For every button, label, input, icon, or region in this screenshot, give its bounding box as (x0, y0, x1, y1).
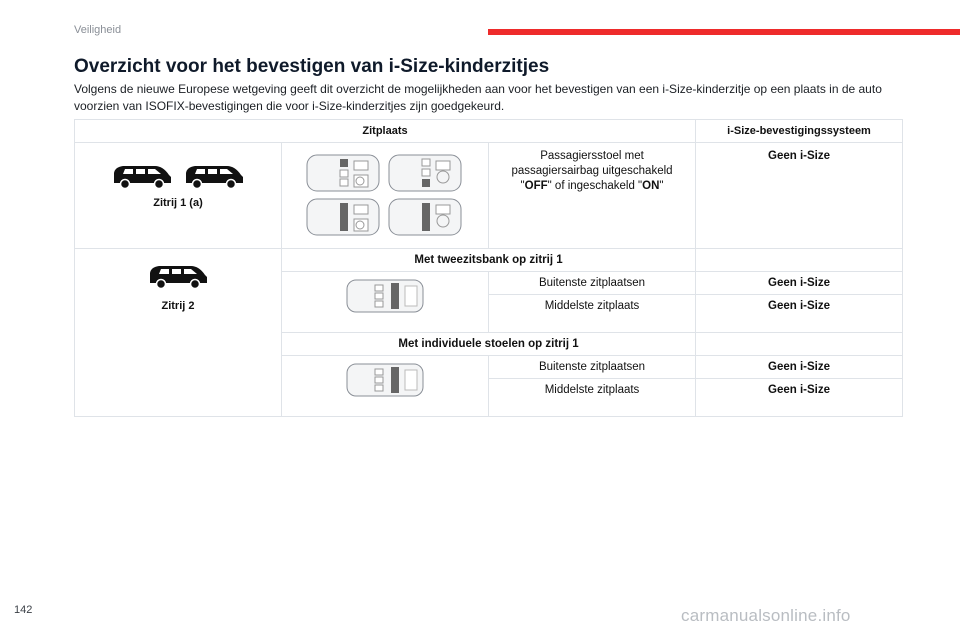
seat-plan-icon (345, 362, 425, 398)
seat-plan-icon (306, 153, 382, 193)
row1-desc-line3 (489, 179, 695, 194)
table-header-row (75, 120, 903, 143)
row1-vans (75, 163, 281, 189)
airbag-on-label: ON (642, 180, 660, 192)
row1-plan-cell (282, 143, 489, 249)
row1-seat-plans (282, 153, 488, 237)
group2-outer-value: Geen i-Size (696, 356, 903, 379)
group2-label: Met individuele stoelen op zitrij 1 (282, 333, 696, 356)
row1-label: Zitrij 1 (a) (153, 197, 203, 209)
intro-paragraph: Volgens de nieuwe Europese wetgeving geeft dit overzicht de mogelijkheden aan voor het bevestigen van een i-Size-kinderzitje op een plaats in de auto voorzien van ISOFIX-bevestigingen die voor i-Size-kinderzitjes zijn goedgekeurd. (74, 82, 882, 113)
isize-table (74, 119, 903, 417)
group2-outer: Buitenste zitplaatsen (489, 356, 696, 379)
seat-plan-icon (388, 197, 464, 237)
group2-middle-value: Geen i-Size (696, 379, 903, 417)
row2-label: Zitrij 2 (161, 300, 195, 312)
group2-middle: Middelste zitplaats (489, 379, 696, 417)
section-accent-bar (488, 29, 960, 35)
header-system: i-Size-bevestigingssysteem (696, 120, 903, 143)
group1-outer: Buitenste zitplaatsen (489, 272, 696, 295)
group1-middle-value: Geen i-Size (696, 295, 903, 333)
van-icon (183, 163, 245, 189)
table-row (75, 249, 903, 272)
seat-plan-icon (388, 153, 464, 193)
row1-description (489, 143, 696, 249)
row1-value: Geen i-Size (696, 143, 903, 249)
group1-label: Met tweezitsbank op zitrij 1 (282, 249, 696, 272)
watermark: carmanualsonline.info (681, 606, 851, 625)
quote: " (659, 180, 664, 192)
group1-middle: Middelste zitplaats (489, 295, 696, 333)
seat-plan-icon (345, 278, 425, 314)
group2-empty (696, 333, 903, 356)
row1-desc-line2: passagiersairbag uitgeschakeld (511, 165, 673, 177)
seat-plan-icon (306, 197, 382, 237)
group1-plan-cell (282, 272, 489, 333)
page-number: 142 (14, 604, 33, 616)
header-seat: Zitplaats (75, 120, 696, 143)
row1-seat-cell (75, 143, 282, 249)
van-icon (147, 263, 209, 289)
page-title: Overzicht voor het bevestigen van i-Size-kinderzitjes (74, 56, 550, 77)
airbag-off-label: OFF (524, 180, 548, 192)
group1-outer-value: Geen i-Size (696, 272, 903, 295)
group1-empty (696, 249, 903, 272)
quote: " (520, 180, 525, 192)
section-label: Veiligheid (74, 24, 122, 36)
group2-plan-cell (282, 356, 489, 417)
table-row (75, 143, 903, 249)
van-icon (111, 163, 173, 189)
row2-seat-cell (75, 249, 282, 417)
row2-van-wrap (75, 263, 281, 292)
row1-desc-mid: " of ingeschakeld " (547, 180, 643, 192)
row1-desc-line1: Passagiersstoel met (540, 150, 644, 162)
